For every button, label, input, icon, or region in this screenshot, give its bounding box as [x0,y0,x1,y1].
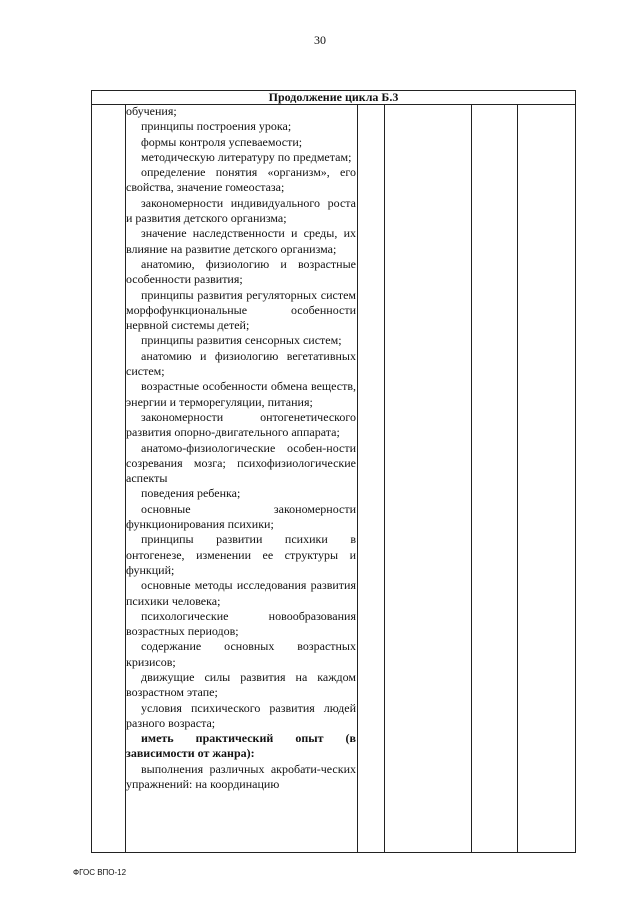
footer-code: ФГОС ВПО-12 [73,868,127,877]
text-paragraph: движущие силы развития на каждом возрастном этапе; [126,669,356,700]
column-divider [384,104,385,852]
text-paragraph: анатомию, физиологию и возрастные особенности развития; [126,256,356,287]
text-paragraph: закономерности онтогенетического развития опорно-двигательного аппарата; [126,409,356,440]
text-paragraph: принципы развития сенсорных систем; [141,333,342,348]
table-header: Продолжение цикла Б.3 [92,91,575,105]
text-paragraph: значение наследственности и среды, их влияние на развитие детского организма; [126,226,356,256]
text-paragraph: выполнения различных акробати-ческих упражнений: на координацию [126,761,356,792]
text-paragraph: содержание основных возрастных кризисов; [126,639,356,669]
text-paragraph: условия психического развития людей разного возраста; [126,700,356,730]
page-number: 30 [314,33,326,47]
text-paragraph: принципы построения урока; [141,119,292,134]
text-paragraph: обучения; [126,104,177,118]
text-paragraph: основные закономерности функционирования психики; [126,501,356,532]
column-divider [357,104,358,852]
text-paragraph: анатомо-физиологические особен-ности созревания мозга; психофизиологические аспекты [126,440,356,486]
text-paragraph: возрастные особенности обмена веществ, энергии и терморегуляции, питания; [126,379,356,409]
text-paragraph: психологические новообразования возрастных периодов; [126,608,356,639]
text-paragraph: закономерности индивидуального роста и развития детского организма; [126,195,356,226]
text-paragraph: принципы развития регуляторных систем морфофункциональные особенности нервной системы детей; [126,287,356,333]
text-paragraph: формы контроля успеваемости; [141,134,303,149]
text-paragraph: определение понятия «организм», его свойства, значение гомеостаза; [126,165,356,195]
text-paragraph: методическую литературу по предметам; [141,149,352,164]
text-paragraph: анатомию и физиологию вегетативных систем; [126,348,356,379]
text-paragraph-heading: иметь практический опыт (в зависимости от жанра): [126,731,356,761]
text-paragraph: поведения ребенка; [141,486,241,501]
competency-text-column [126,104,356,792]
text-paragraph: основные методы исследования развития психики человека; [126,578,356,608]
text-paragraph: принципы развитии психики в онтогенезе, изменении ее структуры и функций; [126,532,356,577]
column-divider [517,104,518,852]
column-divider [471,104,472,852]
